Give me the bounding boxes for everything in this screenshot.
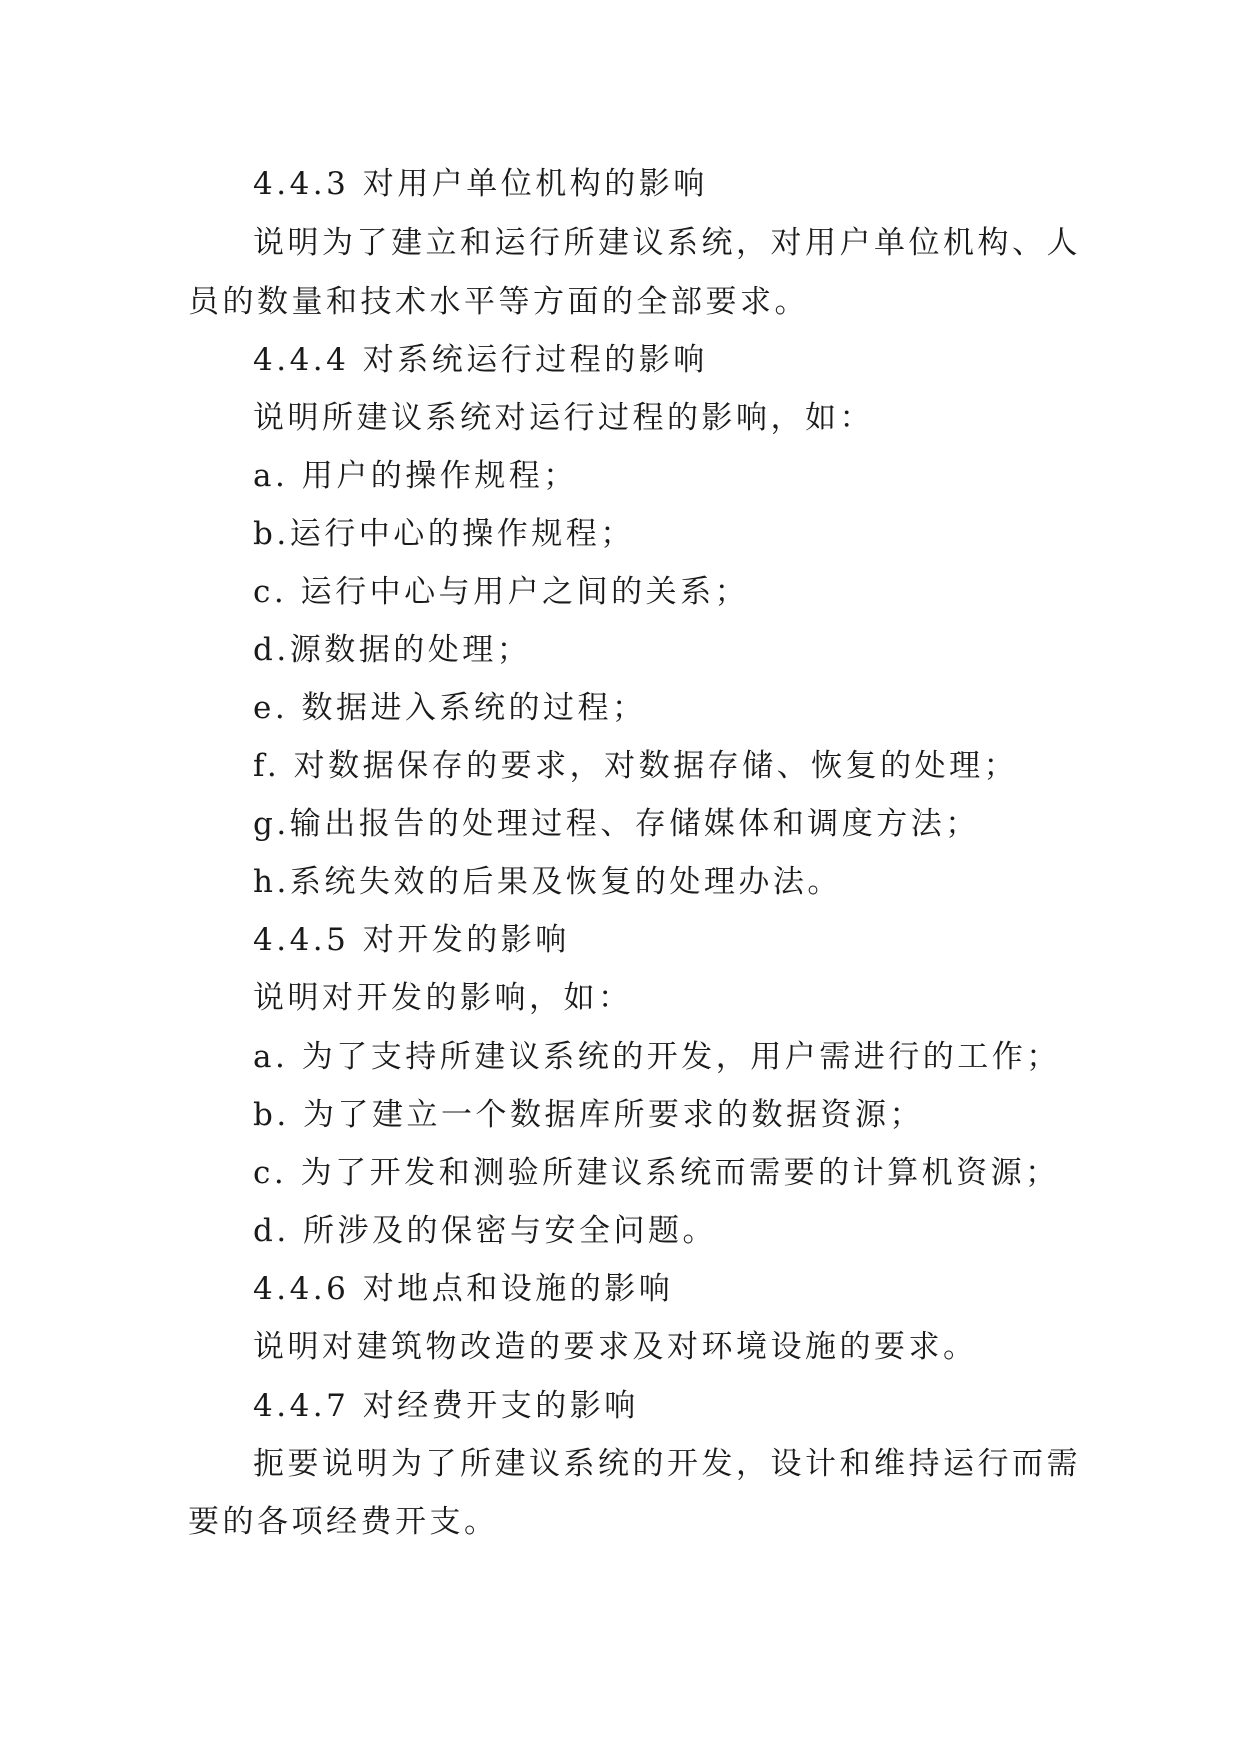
paragraph-line: 说明对开发的影响，如：	[253, 980, 633, 1016]
list-item: e. 数据进入系统的过程；	[253, 690, 647, 726]
list-item: b. 为了建立一个数据库所要求的数据资源；	[253, 1097, 925, 1133]
paragraph-line: 说明所建议系统对运行过程的影响，如：	[253, 400, 874, 436]
list-item: d.源数据的处理；	[253, 632, 532, 668]
paragraph-line: 说明为了建立和运行所建议系统，对用户单位机构、人	[253, 225, 1081, 261]
section-heading-4-4-6: 4.4.6 对地点和设施的影响	[253, 1271, 674, 1307]
paragraph-line: 扼要说明为了所建议系统的开发，设计和维持运行而需	[253, 1446, 1081, 1482]
list-item: g.输出报告的处理过程、存储媒体和调度方法；	[253, 806, 980, 842]
section-heading-4-4-3: 4.4.3 对用户单位机构的影响	[253, 166, 708, 202]
list-item: d. 所涉及的保密与安全问题。	[253, 1213, 718, 1249]
list-item: h.系统失效的后果及恢复的处理办法。	[253, 864, 842, 900]
list-item: a. 为了支持所建议系统的开发，用户需进行的工作；	[253, 1039, 1061, 1075]
paragraph-line: 要的各项经费开支。	[188, 1504, 499, 1540]
paragraph-line: 员的数量和技术水平等方面的全部要求。	[188, 284, 809, 320]
section-heading-4-4-7: 4.4.7 对经费开支的影响	[253, 1388, 639, 1424]
section-heading-4-4-5: 4.4.5 对开发的影响	[253, 922, 570, 958]
section-heading-4-4-4: 4.4.4 对系统运行过程的影响	[253, 342, 708, 378]
list-item: c. 运行中心与用户之间的关系；	[253, 574, 750, 610]
list-item: f. 对数据保存的要求，对数据存储、恢复的处理；	[253, 748, 1019, 784]
list-item: b.运行中心的操作规程；	[253, 516, 635, 552]
list-item: a. 用户的操作规程；	[253, 458, 578, 494]
list-item: c. 为了开发和测验所建议系统而需要的计算机资源；	[253, 1155, 1060, 1191]
paragraph-line: 说明对建筑物改造的要求及对环境设施的要求。	[253, 1329, 978, 1365]
